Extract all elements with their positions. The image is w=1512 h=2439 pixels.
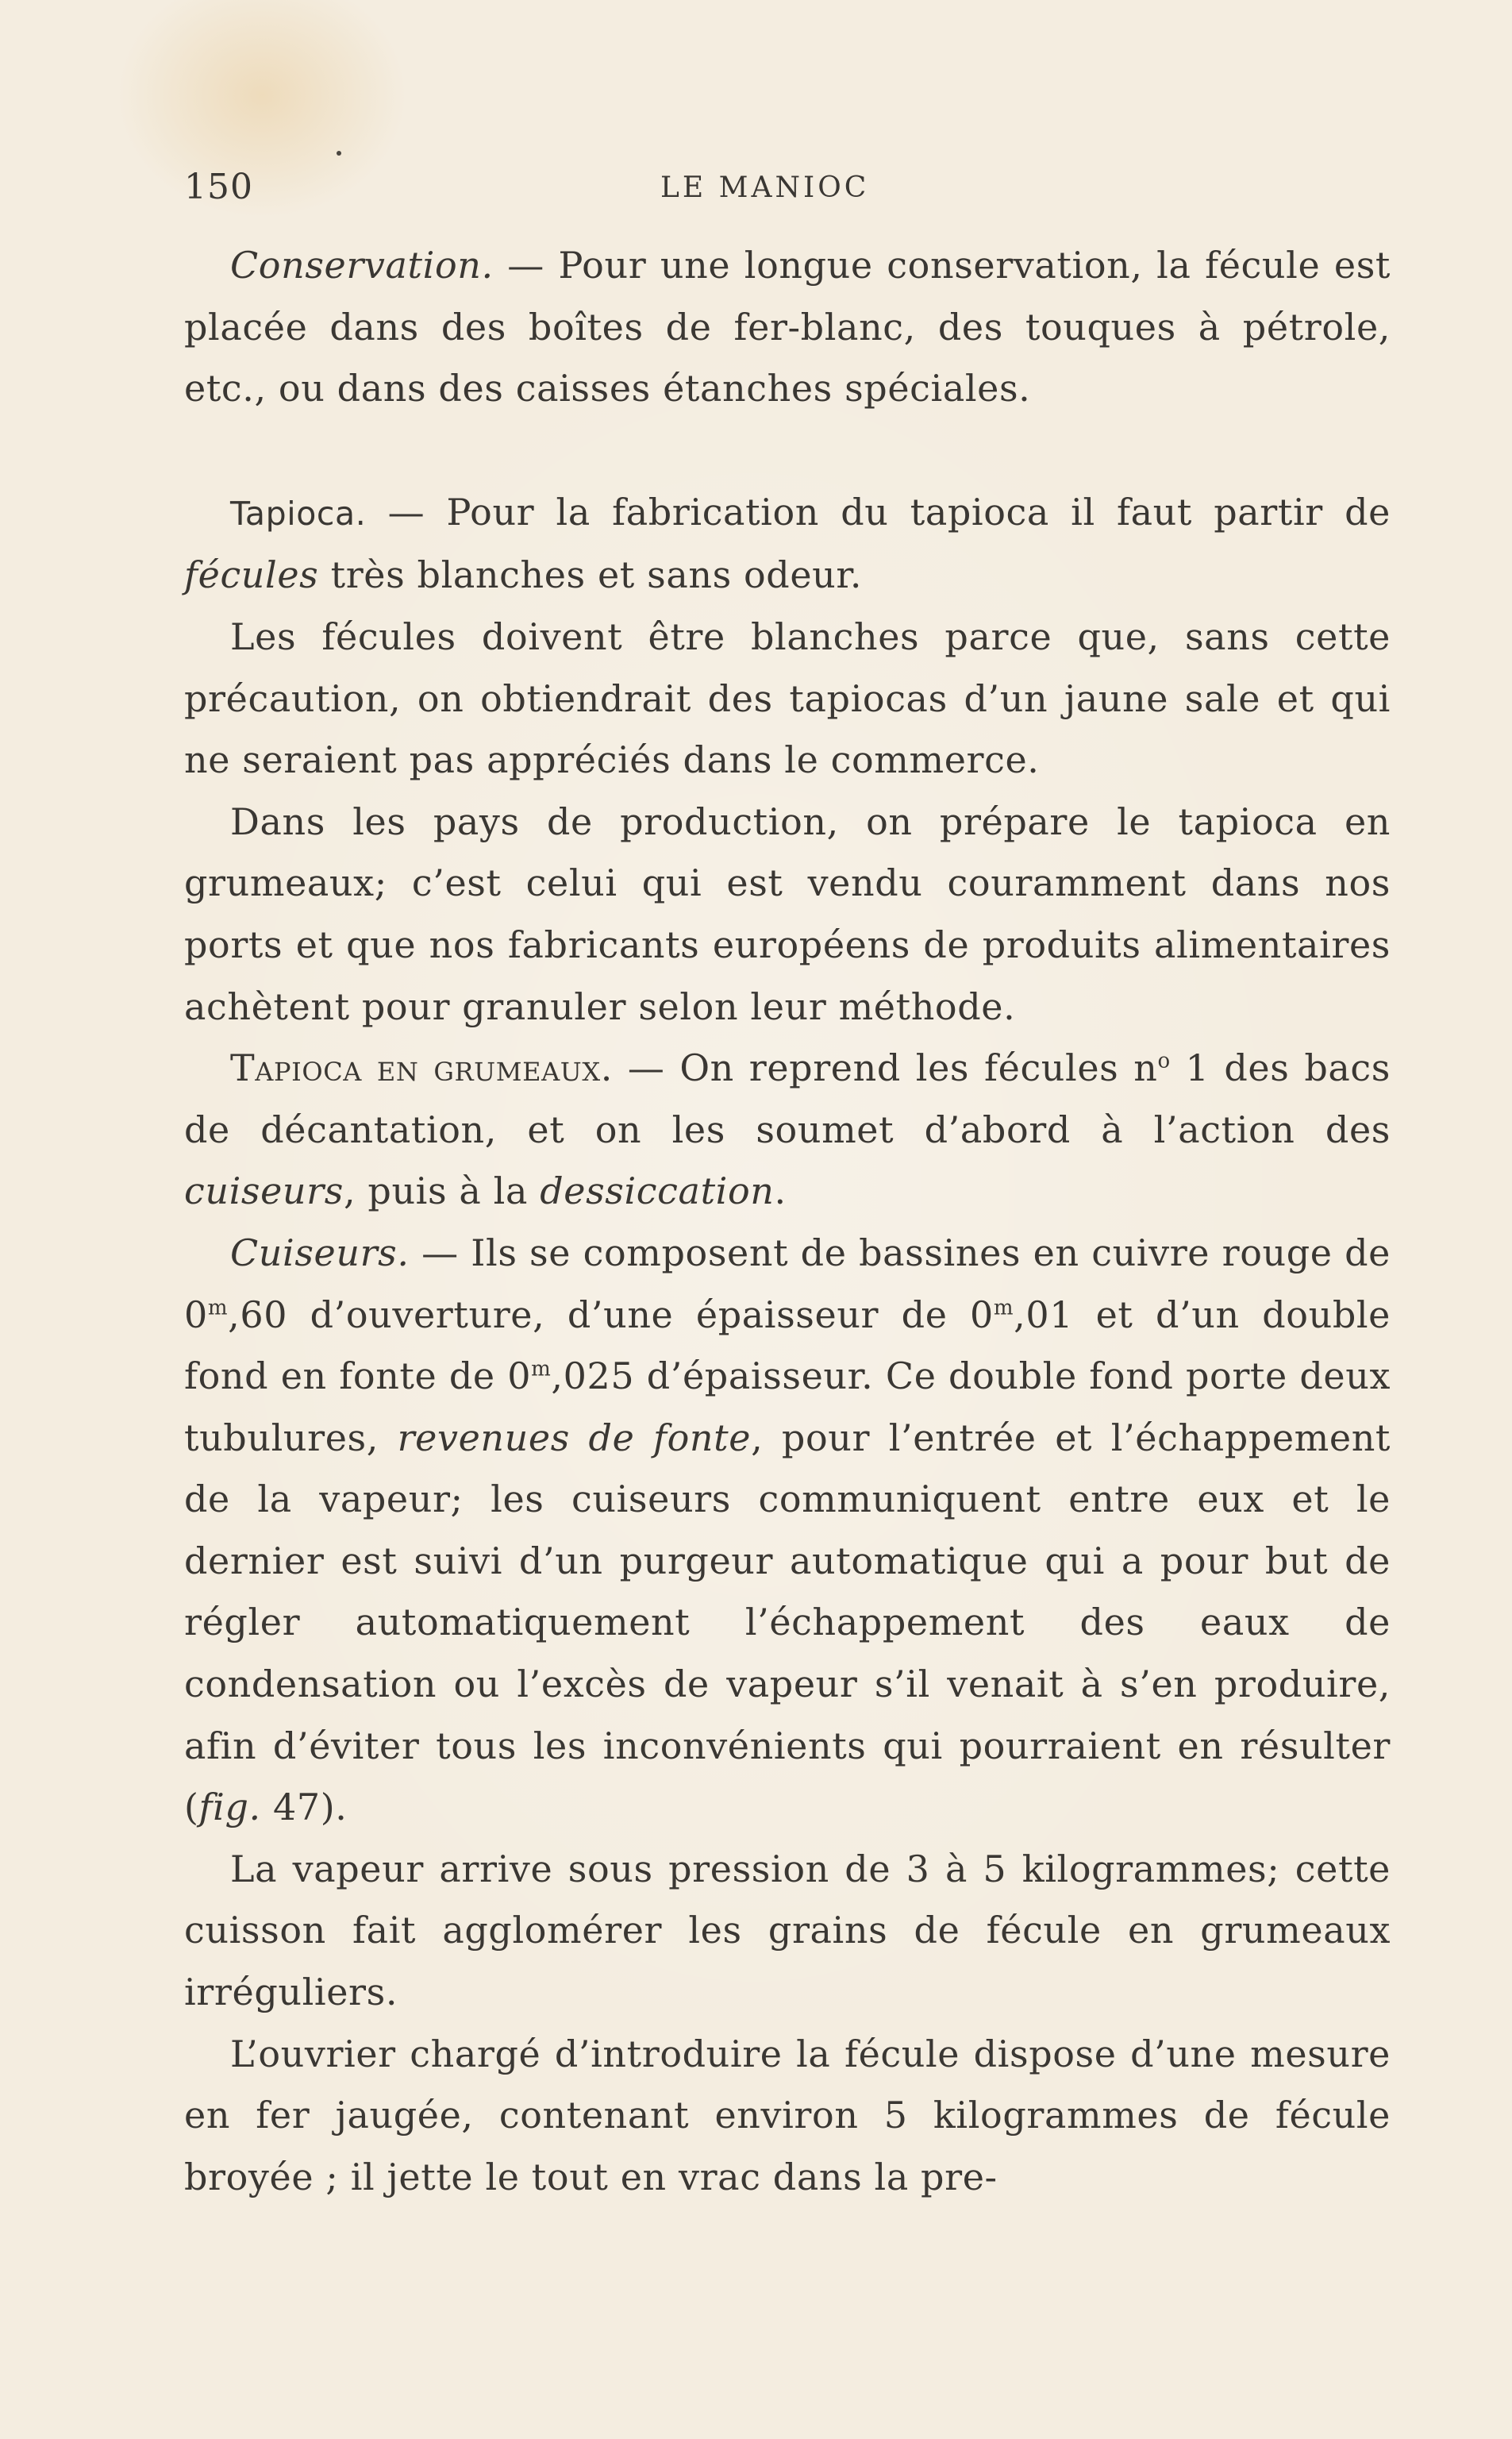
emphasis-fecules: fécules — [184, 553, 319, 597]
section-heading-conservation: Conservation. — [230, 244, 494, 287]
paragraph-text: — Ils se composent de bassines en cuivre rouge de 0 — [184, 1231, 1391, 1336]
section-heading-cuiseurs: Cuiseurs. — [230, 1231, 410, 1274]
ink-dot — [337, 151, 341, 156]
paragraph-text: ,025 d’épaisseur. Ce double fond porte deux tubulures, — [184, 1354, 1391, 1459]
body-text — [184, 235, 1391, 2208]
paragraph-text: Dans les pays de production, on prépare le tapioca en grumeaux; c’est celui qui est vendu couramment dans nos ports et que nos fabricants européens de produits alimentaires achètent pour granuler selon leur méthode. — [184, 800, 1391, 1028]
emphasis-dessiccation: dessiccation — [540, 1169, 775, 1213]
figure-reference: fig. — [198, 1786, 261, 1829]
paragraph-tapioca-grumeaux — [184, 1038, 1391, 1223]
paragraph-ouvrier — [184, 2024, 1391, 2209]
unit-superscript: m — [207, 1296, 229, 1320]
unit-superscript: m — [531, 1357, 552, 1381]
paragraph-text: — Pour une longue conservation, la fécule est placée dans des boîtes de fer-blanc, des touques à pétrole, etc., ou dans des caisses étanches spéciales. — [184, 244, 1391, 410]
paragraph-text: , pour l’entrée et l’échappement de la vapeur; les cuiseurs communiquent entre eux et le dernier est suivi d’un purgeur automatique qui a pour but de régler automatiquement l’échappement des eaux de condensation ou l’excès de vapeur s’il venait à s’en produire, afin d’éviter tous les inconvénients qui pourraient en résulter ( — [184, 1416, 1391, 1829]
paragraph-cuiseurs — [184, 1223, 1391, 1839]
paragraph-conservation — [184, 235, 1391, 420]
unit-superscript: m — [993, 1296, 1014, 1320]
paragraph-pays-production — [184, 792, 1391, 1038]
emphasis-revenues-de-fonte: revenues de fonte — [397, 1416, 752, 1459]
paragraph-text: La vapeur arrive sous pression de 3 à 5 kilogrammes; cette cuisson fait agglomérer les grains de fécule en grumeaux irréguliers. — [184, 1847, 1391, 2014]
paragraph-text: 47). — [260, 1786, 348, 1829]
paragraph-text: ,01 et d’un double fond en fonte de 0 — [184, 1293, 1391, 1398]
superscript-number: o — [1157, 1049, 1171, 1073]
page-header — [184, 167, 1391, 214]
paragraph-text: — On reprend les fécules n — [612, 1046, 1158, 1090]
emphasis-cuiseurs: cuiseurs — [184, 1169, 344, 1213]
paragraph-text: Les fécules doivent être blanches parce que, sans cette précaution, on obtiendrait des tapiocas d’un jaune sale et qui ne seraient pas appréciés dans le commerce. — [184, 615, 1391, 782]
paragraph-tapioca — [184, 482, 1391, 607]
paragraph-text: L’ouvrier chargé d’introduire la fécule dispose d’une mesure en fer jaugée, contenant environ 5 kilogrammes de fécule broyée ; il jette le tout en vrac dans la pre- — [184, 2032, 1391, 2198]
paragraph-text: — Pour la fabrication du tapioca il faut partir de — [366, 490, 1391, 534]
paragraph-text: ,60 d’ouverture, d’une épaisseur de 0 — [228, 1293, 994, 1336]
paragraph-text: , puis à la — [343, 1169, 541, 1213]
section-heading-tapioca-grumeaux: Tapioca en grumeaux. — [230, 1046, 613, 1090]
paragraph-text: 1 des bacs de décantation, et on les soumet d’abord à l’action des — [184, 1046, 1391, 1151]
section-heading-tapioca: Tapioca. — [230, 494, 367, 533]
paragraph-text: . — [774, 1169, 787, 1213]
page-number: 150 — [184, 167, 253, 207]
paragraph-vapeur — [184, 1839, 1391, 2024]
paragraph-fecules-blanches — [184, 607, 1391, 792]
paragraph-text: très blanches et sans odeur. — [318, 553, 863, 597]
running-title: LE MANIOC — [660, 171, 870, 204]
